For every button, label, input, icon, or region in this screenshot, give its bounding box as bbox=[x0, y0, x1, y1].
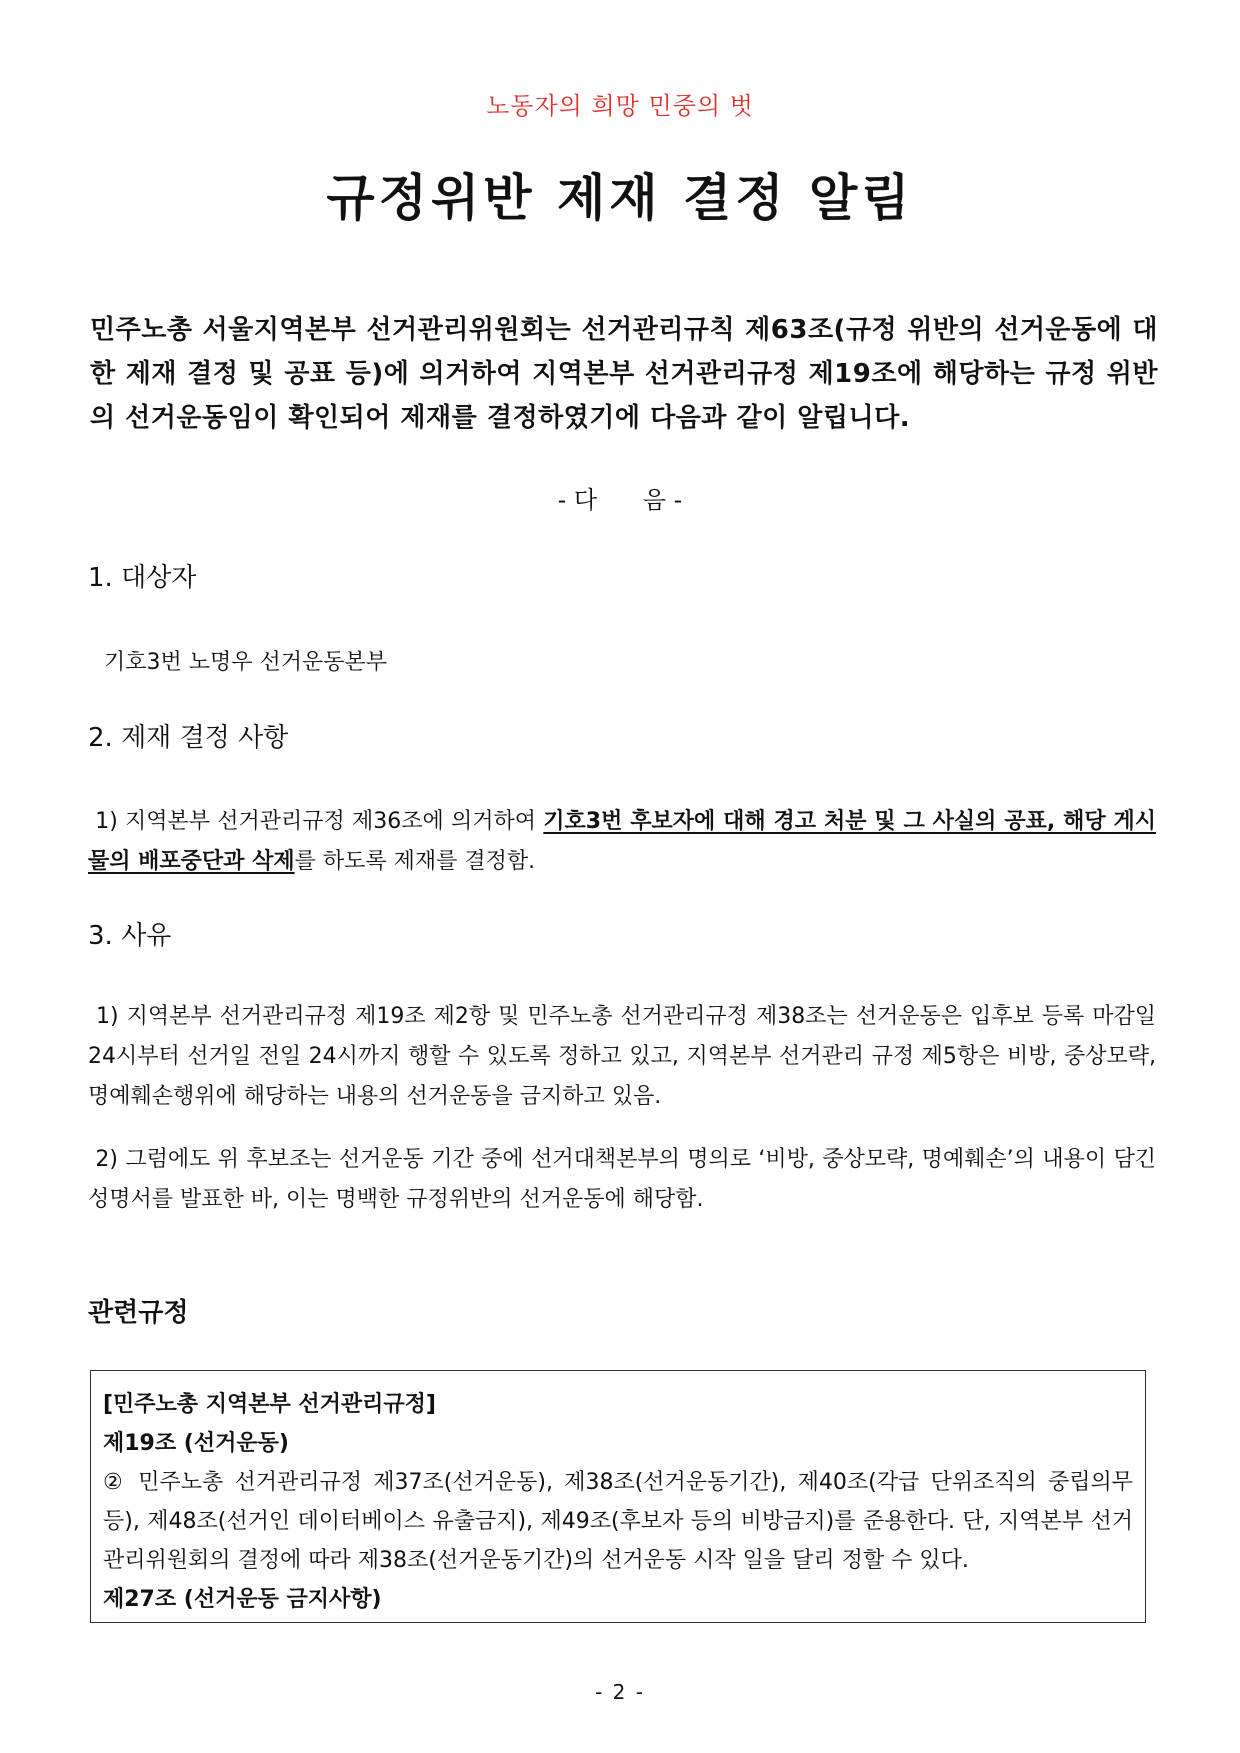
decision-item-1 bbox=[88, 802, 1156, 882]
slogan: 노동자의 희망 민중의 벗 bbox=[486, 92, 754, 120]
decision-item-1-prefix: 1) 지역본부 선거관리규정 제36조에 의거하여 bbox=[95, 809, 544, 834]
page-title: 규정위반 제재 결정 알림 bbox=[326, 169, 914, 227]
target-text: 기호3번 노명우 선거운동본부 bbox=[104, 650, 388, 675]
article-19-title: 제19조 (선거운동) bbox=[103, 1431, 289, 1456]
article-19-body: ② 민주노총 선거관리규정 제37조(선거운동), 제38조(선거운동기간), 제40조(각급 단위조직의 중립의무 등), 제48조(선거인 데이터베이스 유출금지), 제49조(후보자 등의 비방금지)를 준용한다. 단, 지역본부 선거관리위원회의 결정에 따라 제38조(선거운동기간)의 선거운동 시작 일을 달리 정할 수 있다. bbox=[103, 1470, 1133, 1573]
reason-item-2-text: 2) 그럼에도 위 후보조는 선거운동 기간 중에 선거대책본부의 명의로 ‘비방, 중상모략, 명예훼손’의 내용이 담긴 성명서를 발표한 바, 이는 명백한 규정위반의 선거운동에 해당함. bbox=[88, 1147, 1156, 1212]
heading-decision: 2. 제재 결정 사항 bbox=[88, 723, 289, 753]
heading-target: 1. 대상자 bbox=[88, 563, 197, 593]
page-number: - 2 - bbox=[595, 1680, 645, 1704]
decision-item-1-emphasis: 기호3번 후보자에 대해 경고 처분 및 그 사실의 공표, 해당 게시물의 배포중단과 삭제 bbox=[88, 809, 1156, 874]
reason-item-1-text: 1) 지역본부 선거관리규정 제19조 제2항 및 민주노총 선거관리규정 제38조는 선거운동은 입후보 등록 마감일 24시부터 선거일 전일 24시까지 행할 수 있도록 정하고 있고, 지역본부 선거관리 규정 제5항은 비방, 중상모략, 명예훼손행위에 해당하는 내용의 선거운동을 금지하고 있음. bbox=[88, 1004, 1156, 1109]
heading-reason: 3. 사유 bbox=[88, 921, 172, 951]
decision-item-1-suffix: 를 하도록 제재를 결정함. bbox=[294, 849, 536, 874]
related-rules-box bbox=[90, 1370, 1146, 1623]
article-27-title: 제27조 (선거운동 금지사항) bbox=[103, 1587, 382, 1612]
section-separator: - 다 음 - bbox=[557, 486, 683, 514]
intro-paragraph: 민주노총 서울지역본부 선거관리위원회는 선거관리규칙 제63조(규정 위반의 선거운동에 대한 제재 결정 및 공표 등)에 의거하여 지역본부 선거관리규정 제19조에 해당하는 규정 위반의 선거운동임이 확인되어 제재를 결정하였기에 다음과 같이 알립니다. bbox=[90, 315, 1158, 433]
rules-box-title: [민주노총 지역본부 선거관리규정] bbox=[103, 1392, 436, 1417]
reason-item-2 bbox=[88, 1140, 1156, 1220]
reason-item-1 bbox=[88, 997, 1156, 1117]
heading-related-rules: 관련규정 bbox=[88, 1298, 189, 1328]
